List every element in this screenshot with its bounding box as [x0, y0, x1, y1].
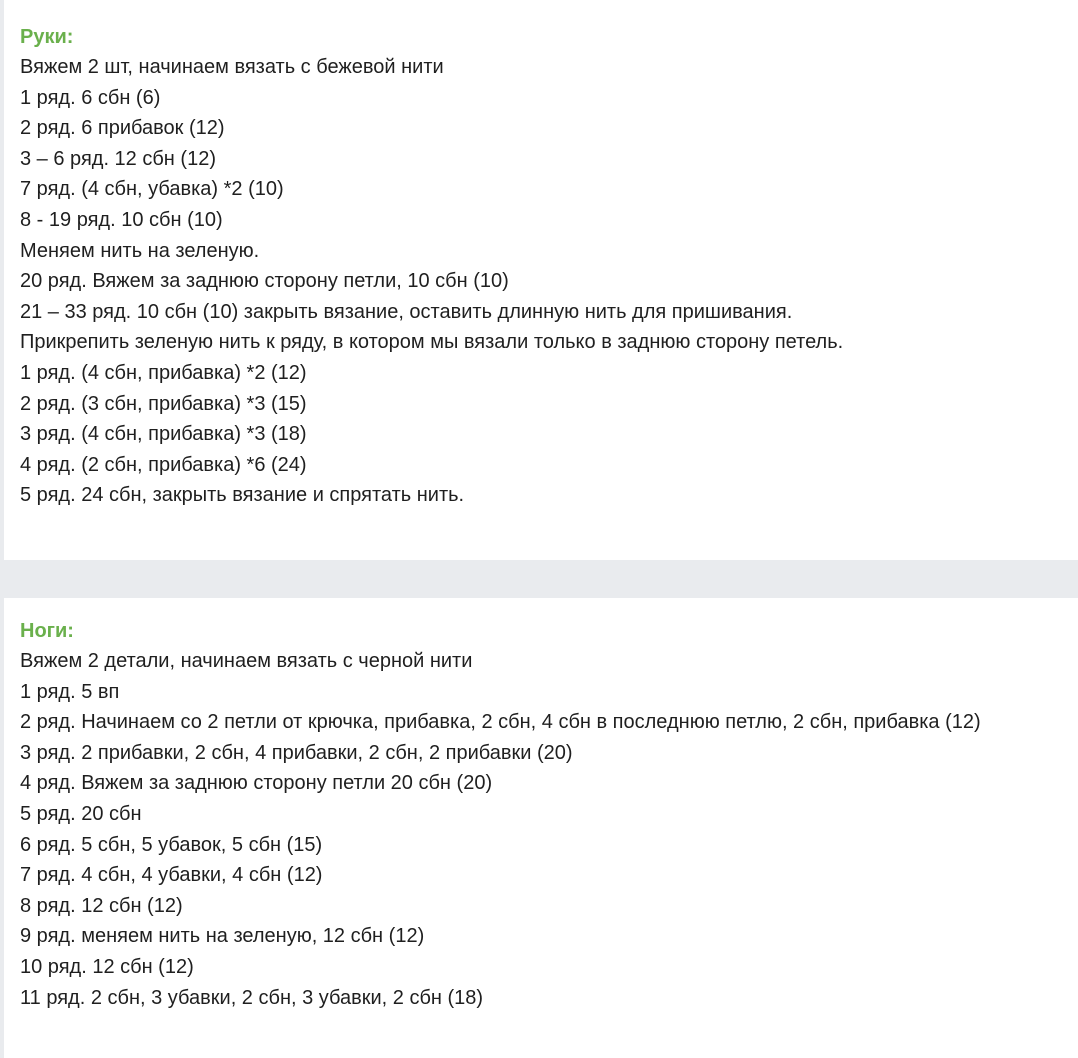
arms-line: Прикрепить зеленую нить к ряду, в котором мы вязали только в заднюю сторону петель. [20, 331, 844, 354]
legs-line: 9 ряд. меняем нить на зеленую, 12 сбн (12) [20, 925, 425, 948]
arms-line: 21 – 33 ряд. 10 сбн (10) закрыть вязание, оставить длинную нить для пришивания. [20, 300, 793, 323]
arms-line: 5 ряд. 24 сбн, закрыть вязание и спрятать нить. [20, 484, 465, 507]
arms-section [4, 0, 1078, 560]
legs-line: 1 ряд. 5 вп [20, 680, 120, 703]
arms-line: 3 ряд. (4 сбн, прибавка) *3 (18) [20, 423, 307, 446]
arms-heading: Руки: [20, 26, 74, 48]
arms-line: 2 ряд. (3 сбн, прибавка) *3 (15) [20, 392, 307, 415]
legs-line: 2 ряд. Начинаем со 2 петли от крючка, прибавка, 2 сбн, 4 сбн в последнюю петлю, 2 сбн, прибавка (12) [20, 711, 981, 734]
legs-line: 11 ряд. 2 сбн, 3 убавки, 2 сбн, 3 убавки, 2 сбн (18) [20, 986, 484, 1009]
arms-line: 3 – 6 ряд. 12 сбн (12) [20, 147, 216, 170]
legs-line: 8 ряд. 12 сбн (12) [20, 894, 183, 917]
legs-line: 3 ряд. 2 прибавки, 2 сбн, 4 прибавки, 2 сбн, 2 прибавки (20) [20, 741, 573, 764]
arms-line: Вяжем 2 шт, начинаем вязать с бежевой нити [20, 56, 444, 78]
legs-line: 6 ряд. 5 сбн, 5 убавок, 5 сбн (15) [20, 833, 323, 856]
legs-section [4, 598, 1078, 1058]
arms-line: 20 ряд. Вяжем за заднюю сторону петли, 10 сбн (10) [20, 270, 509, 293]
arms-line: 4 ряд. (2 сбн, прибавка) *6 (24) [20, 453, 307, 476]
arms-line: Меняем нить на зеленую. [20, 239, 260, 262]
arms-line: 7 ряд. (4 сбн, убавка) *2 (10) [20, 178, 284, 201]
legs-line: 4 ряд. Вяжем за заднюю сторону петли 20 сбн (20) [20, 772, 493, 795]
legs-heading: Ноги: [20, 620, 74, 642]
arms-line: 8 - 19 ряд. 10 сбн (10) [20, 208, 223, 231]
legs-line: 10 ряд. 12 сбн (12) [20, 955, 194, 978]
arms-line: 2 ряд. 6 прибавок (12) [20, 117, 225, 140]
arms-line: 1 ряд. 6 сбн (6) [20, 86, 161, 109]
legs-line: 5 ряд. 20 сбн [20, 802, 142, 825]
legs-line: Вяжем 2 детали, начинаем вязать с черной нити [20, 650, 473, 672]
legs-line: 7 ряд. 4 сбн, 4 убавки, 4 сбн (12) [20, 864, 323, 887]
arms-line: 1 ряд. (4 сбн, прибавка) *2 (12) [20, 361, 307, 384]
